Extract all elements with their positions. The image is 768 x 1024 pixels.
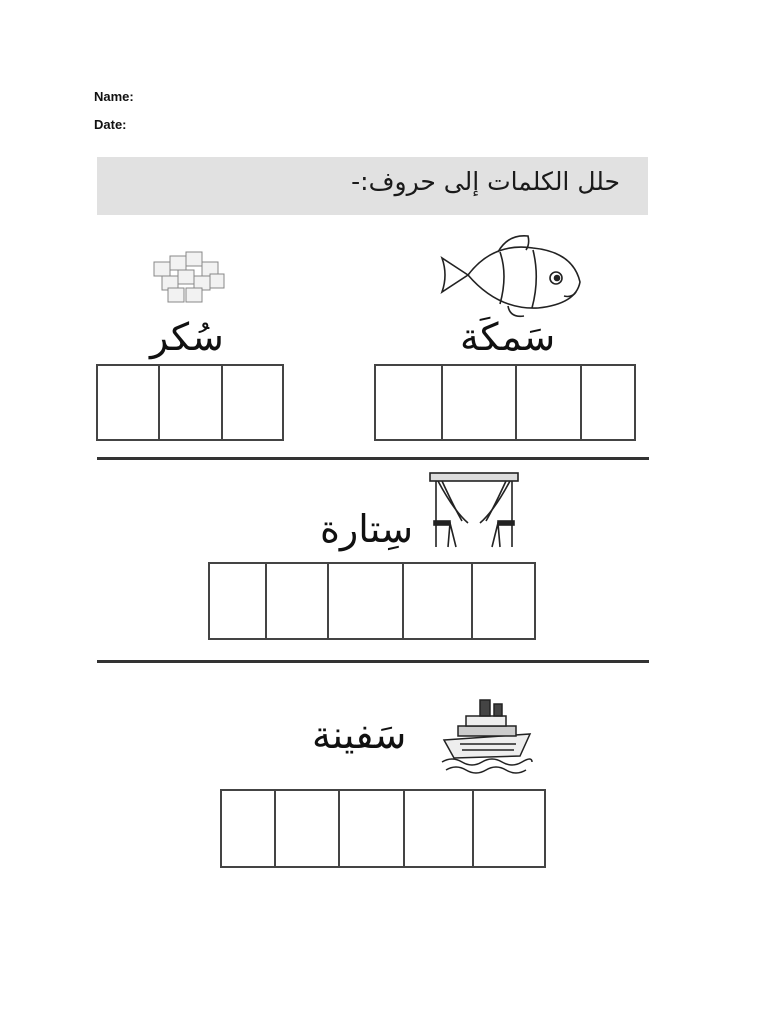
letter-boxes-curtain bbox=[208, 562, 540, 640]
letter-box[interactable] bbox=[220, 789, 276, 868]
letter-box[interactable] bbox=[158, 364, 223, 441]
word-fish: سَمكَة bbox=[460, 315, 556, 359]
letter-box[interactable] bbox=[274, 789, 340, 868]
curtain-icon bbox=[428, 471, 520, 551]
letter-box[interactable] bbox=[580, 364, 636, 441]
name-label: Name: bbox=[94, 89, 134, 104]
letter-boxes-fish bbox=[374, 364, 636, 441]
letter-box[interactable] bbox=[221, 364, 284, 441]
date-label: Date: bbox=[94, 117, 127, 132]
letter-box[interactable] bbox=[338, 789, 405, 868]
section-divider bbox=[97, 457, 649, 460]
letter-box[interactable] bbox=[265, 562, 329, 640]
letter-box[interactable] bbox=[441, 364, 517, 441]
sugar-cubes-icon bbox=[150, 248, 230, 308]
letter-box[interactable] bbox=[96, 364, 160, 441]
word-curtain: سِتارة bbox=[320, 507, 414, 551]
letter-box[interactable] bbox=[208, 562, 267, 640]
letter-box[interactable] bbox=[374, 364, 443, 441]
word-sugar: سُكر bbox=[150, 315, 224, 359]
letter-boxes-ship bbox=[220, 789, 550, 868]
letter-box[interactable] bbox=[403, 789, 474, 868]
instruction-banner bbox=[97, 157, 648, 215]
letter-box[interactable] bbox=[327, 562, 404, 640]
ship-icon bbox=[440, 696, 534, 776]
word-ship: سَفينة bbox=[312, 713, 407, 757]
fish-icon bbox=[438, 230, 588, 320]
letter-box[interactable] bbox=[472, 789, 546, 868]
letter-box[interactable] bbox=[402, 562, 473, 640]
section-divider bbox=[97, 660, 649, 663]
letter-box[interactable] bbox=[515, 364, 582, 441]
instruction-text: حلل الكلمات إلى حروف:- bbox=[351, 167, 620, 196]
letter-box[interactable] bbox=[471, 562, 536, 640]
letter-boxes-sugar bbox=[96, 364, 284, 441]
